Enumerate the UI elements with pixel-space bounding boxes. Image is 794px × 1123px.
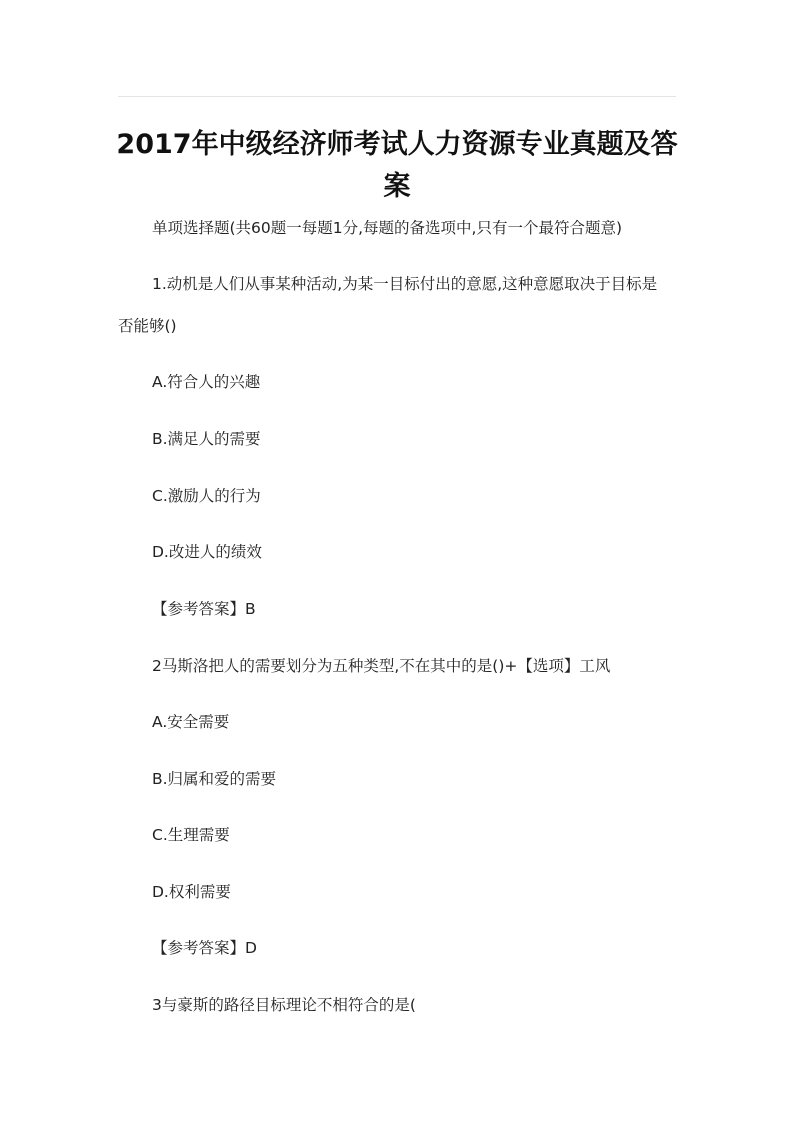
question-2-answer: 【参考答案】D: [152, 939, 257, 957]
question-2-option-d: D.权利需要: [152, 883, 231, 901]
question-1-option-d: D.改进人的绩效: [152, 543, 262, 561]
question-1-stem-continued: 否能够(): [118, 317, 177, 335]
question-1-option-b: B.满足人的需要: [152, 430, 261, 448]
section-heading: 单项选择题(共60题一每题1分,每题的备选项中,只有一个最符合题意): [152, 219, 623, 237]
top-divider: [118, 96, 676, 97]
question-1-option-a: A.符合人的兴趣: [152, 373, 261, 391]
question-1-option-c: C.激励人的行为: [152, 487, 261, 505]
question-2-option-c: C.生理需要: [152, 826, 230, 844]
question-2-stem: 2马斯洛把人的需要划分为五种类型,不在其中的是()+【选项】工风: [152, 657, 611, 675]
question-1-stem: 1.动机是人们从事某种活动,为某一目标付出的意愿,这种意愿取决于目标是: [152, 275, 658, 293]
question-2-option-a: A.安全需要: [152, 713, 230, 731]
question-2-option-b: B.归属和爱的需要: [152, 770, 277, 788]
document-title: 2017年中级经济师考试人力资源专业真题及答案: [116, 129, 678, 202]
question-3-stem: 3与豪斯的路径目标理论不相符合的是(: [152, 996, 416, 1014]
question-1-answer: 【参考答案】B: [152, 600, 256, 618]
